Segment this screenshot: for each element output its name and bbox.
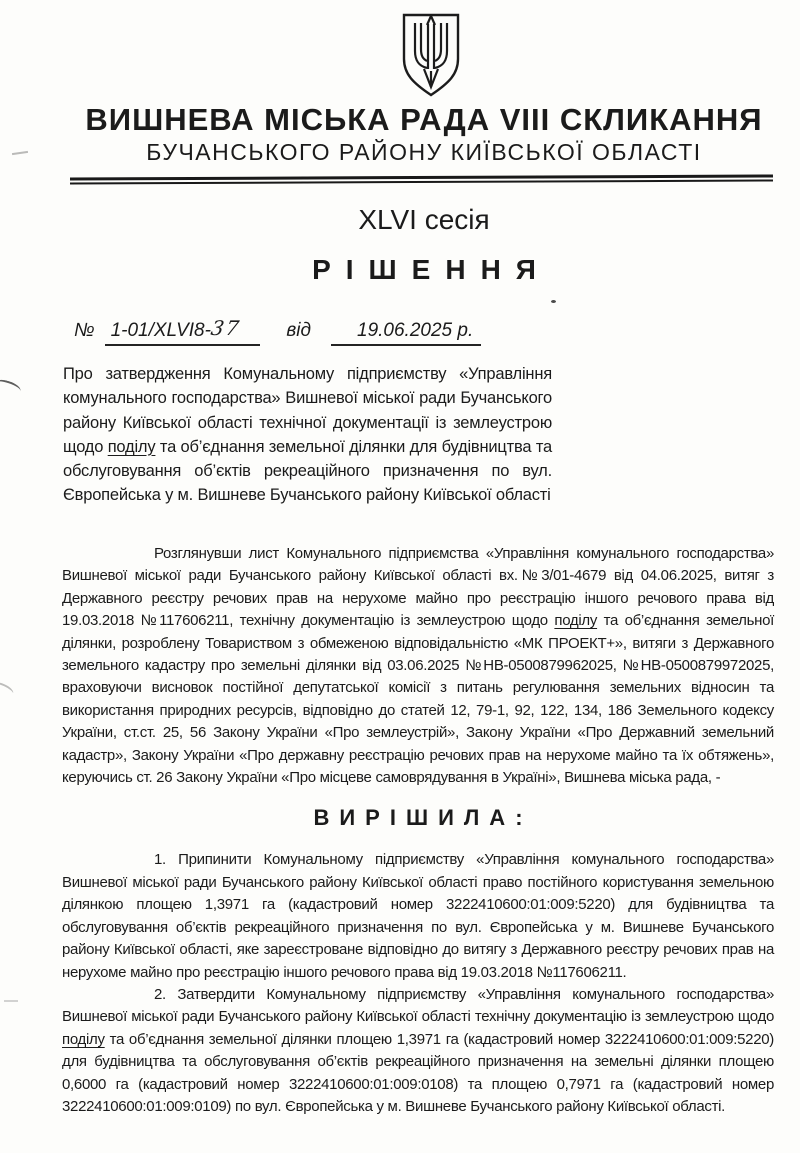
- resolution-item-1: 1. Припинити Комунальному підприємству «Управління комунального господарства» Вишневої міської ради Бучанського району Київської області право постійного користування земельною ділянкою площею 1,3971 га (кадастровий номер 3222410600:01:009:5220) для будівництва та обслуговування об’єктів рекреаційного призначення по вул. Європейська у м. Вишневе Бучанського району Київської області, яке зареєстроване відповідно до витягу з Державного реєстру речових прав на нерухоме майно про реєстрацію іншого речового права від 19.03.2018 №117606211.: [62, 851, 774, 981]
- recitals-text-2: та об’єднання земельної ділянки, розроблену Товариством з обмеженою відповідальністю «МК ПРОЕКТ+», витяги з Державного земельного кадастру про земельні ділянки від 03.06.2025 №НВ-0500879962025, №НВ-0500879972025, враховуючи висновок постійної депутатської комісії з питань регулювання земельних відносин та використання природних ресурсів, відповідно до статей 12, 79-1, 92, 122, 134, 186 Земельного кодексу України, ст.ст. 25, 56 Закону України «Про землеустрій», Закону України «Про Державний земельний кадастр», Закону України «Про державну реєстрацію речових прав на нерухоме майно та їх обтяжень», керуючись ст. 26 Закону України «Про місцеве самоврядування в Україні», Вишнева міська рада, -: [62, 612, 774, 787]
- subject-text-2: та об’єднання земельної ділянки для будівництва та обслуговування об’єктів рекреаційного призначення по вул. Європейська у м. Вишневе Бучанського району Київської області: [63, 437, 552, 505]
- document-number-printed: 1-01/XLVI8-: [110, 320, 211, 341]
- council-subtitle: БУЧАНСЬКОГО РАЙОНУ КИЇВСЬКОЇ ОБЛАСТІ: [146, 139, 702, 165]
- subject-text-1: Про затвердження Комунальному підприємству «Управління комунального господарства» Вишневої міської ради Бучанського району Київської області технічної документації із землеустрою щодо: [63, 365, 552, 456]
- scan-mark: [0, 680, 15, 698]
- recitals-underlined-word: поділу: [554, 612, 598, 630]
- scan-mark: [0, 377, 22, 397]
- date-preposition: від: [286, 320, 312, 341]
- subject-paragraph: [63, 362, 552, 508]
- subject-underlined-word: поділу: [107, 437, 156, 456]
- header-divider: [70, 174, 773, 184]
- scan-mark: [4, 1000, 18, 1002]
- item2-text-2: та об’єднання земельної ділянки площею 1,3971 га (кадастровий номер 3222410600:01:009:5220) для будівництва та обслуговування об’єктів рекреаційного призначення на земельні ділянки площею 0,6000 га (кадастровий номер 3222410600:01:009:0108) та площею 0,7971 га (кадастровий номер 3222410600:01:009:0109) по вул. Європейська у м. Вишневе Бучанського району Київської області.: [62, 1030, 774, 1115]
- resolved-heading: ВИРІШИЛА:: [313, 805, 533, 831]
- document-body: [62, 543, 774, 1118]
- item2-underlined-word: поділу: [62, 1030, 105, 1048]
- session-line: XLVI сесія: [358, 204, 490, 235]
- ukraine-trident-emblem-icon: [399, 11, 463, 99]
- decision-heading: РІШЕННЯ: [312, 254, 551, 285]
- scan-mark: [12, 151, 28, 155]
- council-title: ВИШНЕВА МІСЬКА РАДА VIII СКЛИКАННЯ: [85, 102, 763, 137]
- recitals-paragraph: [62, 543, 774, 789]
- number-sign: №: [74, 320, 95, 341]
- item2-text-1: 2. Затвердити Комунальному підприємству «Управління комунального господарства» Вишневої міської ради Бучанського району Київської області технічну документацію із землеустрою щодо: [62, 985, 774, 1026]
- scan-mark: [551, 300, 556, 303]
- recitals-text-1: Розглянувши лист Комунального підприємства «Управління комунального господарства» Вишневої міської ради Бучанського району Київської області вх.№3/01-4679 від 04.06.2025, витяг з Державного реєстру речових прав на нерухоме майно про реєстрацію іншого речового права від 19.03.2018 №117606211, технічну документацію із землеустрою щодо: [62, 545, 774, 630]
- resolution-item-2: [62, 984, 774, 1118]
- document-date: 19.06.2025 р.: [331, 320, 481, 346]
- document-number-line: [74, 317, 481, 346]
- document-number-handwritten: 37: [208, 316, 243, 340]
- document-number: [105, 317, 261, 346]
